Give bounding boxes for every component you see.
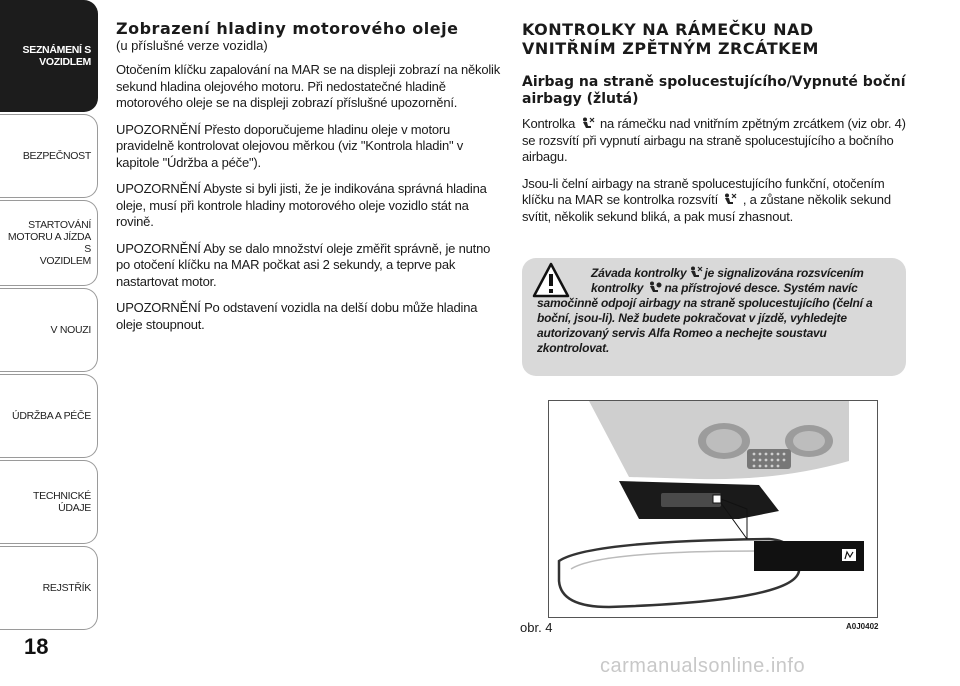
figure-caption: obr. 4 — [520, 620, 553, 635]
tab-startovani[interactable]: STARTOVÁNÍ MOTORU A JÍZDA S VOZIDLEM — [0, 200, 98, 286]
section-heading-warning-lights: KONTROLKY NA RÁMEČKU NAD VNITŘNÍM ZPĚTNÝM ZRCÁTKEM — [522, 20, 819, 58]
tab-technicke-udaje[interactable]: TECHNICKÉ ÚDAJE — [0, 460, 98, 544]
tab-udrzba[interactable]: ÚDRŽBA A PÉČE — [0, 374, 98, 458]
chapter-tabs — [0, 0, 100, 640]
section-subheading: (u příslušné verze vozidla) — [116, 38, 268, 53]
warning-text: Závada kontrolky je signalizována rozsvícením kontrolky na přístrojové desce. Systém navíc samočinně odpojí airbagy na straně spolucestujícího (čelní a boční, jsou-li). Než budete pokračovat v jízdě, vyhledejte autorizovaný servis Alfa Romeo a nechejte soustavu zkontrolovat. — [537, 266, 873, 355]
figure-overhead-console — [548, 400, 878, 618]
paragraph: UPOZORNĚNÍ Abyste si byli jisti, že je indikována správná hladina oleje, musí při kontrole hladiny motorového oleje vozidlo stát na rovině. — [116, 181, 487, 229]
overhead-console-illustration — [549, 401, 877, 617]
paragraph: UPOZORNĚNÍ Po odstavení vozidla na delší dobu může hladina oleje stoupnout. — [116, 300, 478, 332]
tab-rejstrik[interactable]: REJSTŘÍK — [0, 546, 98, 630]
airbag-off-icon — [689, 266, 703, 278]
paragraph: Jsou-li čelní airbagy na straně spolucestujícího funkční, otočením klíčku na MAR se kontrolka rozsvítí , a zůstane několik sekund svítit, několik sekund bliká, a pak musí zhasnout. — [522, 175, 891, 224]
watermark: carmanualsonline.info — [600, 655, 806, 677]
tab-bezpecnost[interactable]: BEZPEČNOST — [0, 114, 98, 198]
airbag-off-icon — [581, 117, 595, 129]
paragraph: Otočením klíčku zapalování na MAR se na displeji zobrazí na několik sekund hladina olejového motoru. Při nedostatečné hladině motorového oleje se na displeji zobrazí příslušné upozornění. — [116, 62, 501, 110]
page-number: 18 — [24, 634, 49, 659]
airbag-off-icon — [723, 193, 737, 205]
subsection-heading-airbag: Airbag na straně spolucestujícího/Vypnuté boční airbagy (žlutá) — [522, 74, 906, 107]
tab-seznameni[interactable]: SEZNÁMENÍ S VOZIDLEM — [0, 0, 98, 112]
right-column — [522, 20, 912, 235]
paragraph: UPOZORNĚNÍ Přesto doporučujeme hladinu oleje v motoru pravidelně kontrolovat olejovou měrkou (viz "Kontrola hladin" v kapitole "Údržba a péče"). — [116, 121, 464, 170]
paragraph: Kontrolka na rámečku nad vnitřním zpětným zrcátkem (viz obr. 4) se rozsvítí při vypnutí airbagu na straně spolucestujícího a bočního airbagu. — [522, 116, 906, 164]
left-column — [116, 20, 502, 343]
figure-code: A0J0402 — [846, 622, 879, 631]
section-heading-oil-level: Zobrazení hladiny motorového oleje — [116, 19, 459, 38]
paragraph: UPOZORNĚNÍ Aby se dalo množství oleje změřit správně, je nutno po otočení klíčku na MAR počkat asi 2 sekundy, a teprve pak nastartovat motor. — [116, 240, 491, 289]
airbag-warning-icon — [648, 281, 662, 293]
tab-v-nouzi[interactable]: V NOUZI — [0, 288, 98, 372]
